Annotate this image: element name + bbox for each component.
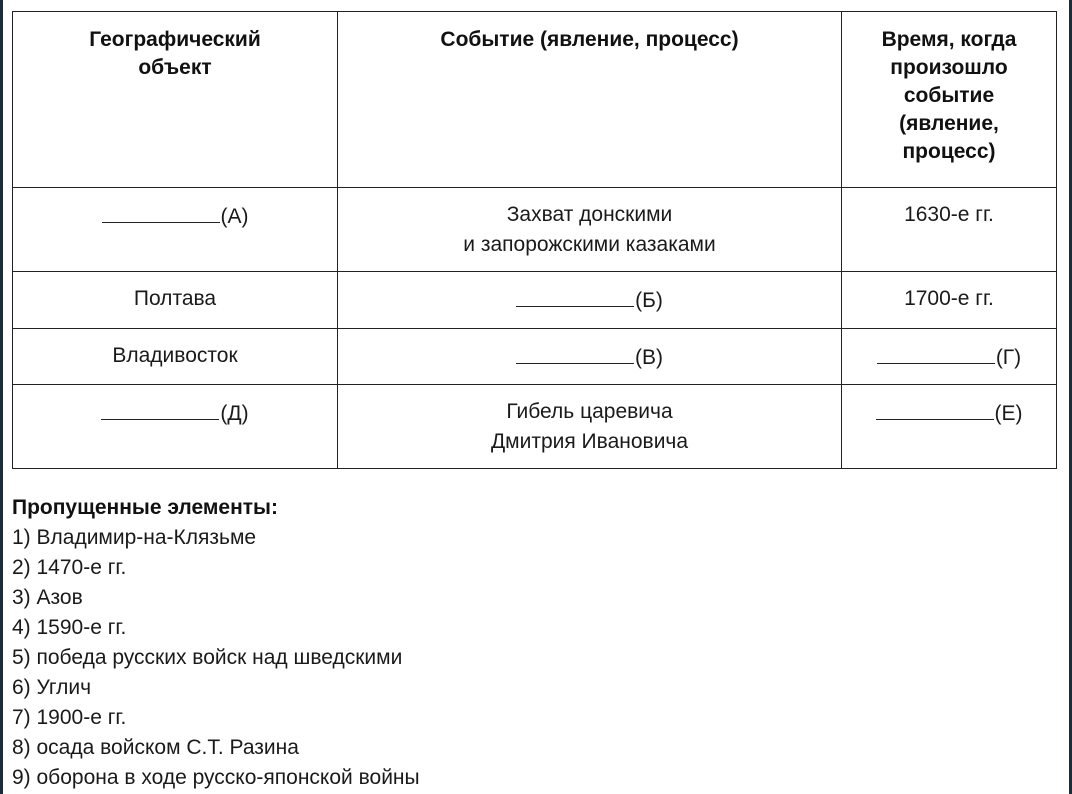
cell-object: Владивосток — [13, 329, 338, 385]
table-row — [13, 385, 1057, 469]
missing-elements-section — [12, 493, 1052, 793]
blank-marker: (В) — [635, 346, 663, 369]
table-header-row — [13, 12, 1057, 188]
cell-event-b — [338, 272, 842, 329]
missing-elements-title: Пропущенные элементы: — [12, 496, 278, 519]
table-row — [13, 329, 1057, 385]
list-item: 5) победа русских войск над шведскими — [12, 646, 403, 669]
cell-event: Захват донскими и запорожскими казаками — [338, 188, 842, 272]
list-item: 4) 1590-е гг. — [12, 616, 127, 639]
blank-marker: (А) — [220, 205, 249, 228]
answer-blank — [877, 341, 995, 364]
blank-marker: (Д) — [220, 402, 249, 425]
cell-object-a — [13, 188, 338, 272]
cell-event: Гибель царевича Дмитрия Ивановича — [338, 385, 842, 469]
missing-elements-list — [12, 523, 1052, 793]
list-item: 7) 1900-е гг. — [12, 706, 127, 729]
list-item: 6) Углич — [12, 676, 92, 699]
list-item: 1) Владимир-на-Клязьме — [12, 526, 257, 549]
blank-marker: (Г) — [995, 346, 1022, 369]
cell-time-e — [842, 385, 1057, 469]
header-geographic-object: Географический объект — [13, 12, 338, 188]
list-item: 9) оборона в ходе русско-японской войны — [12, 766, 420, 789]
table-row — [13, 188, 1057, 272]
cell-time-g — [842, 329, 1057, 385]
list-item: 3) Азов — [12, 586, 83, 609]
cell-time: 1700-е гг. — [842, 272, 1057, 329]
table-row — [13, 272, 1057, 329]
answer-blank — [876, 397, 994, 420]
cell-time: 1630-е гг. — [842, 188, 1057, 272]
answer-blank — [101, 397, 219, 420]
blank-marker: (Б) — [635, 289, 663, 312]
answer-blank — [516, 284, 634, 307]
header-time: Время, когда произошло событие (явление, процесс) — [842, 12, 1057, 188]
header-event: Событие (явление, процесс) — [338, 12, 842, 188]
left-frame-border — [0, 0, 3, 794]
cell-object: Полтава — [13, 272, 338, 329]
blank-marker: (Е) — [994, 402, 1023, 425]
cell-object-d — [13, 385, 338, 469]
list-item: 8) осада войском С.Т. Разина — [12, 736, 299, 759]
answer-blank — [516, 341, 634, 364]
list-item: 2) 1470-е гг. — [12, 556, 127, 579]
cell-event-v — [338, 329, 842, 385]
answer-blank — [102, 200, 220, 223]
task-table — [12, 11, 1057, 469]
